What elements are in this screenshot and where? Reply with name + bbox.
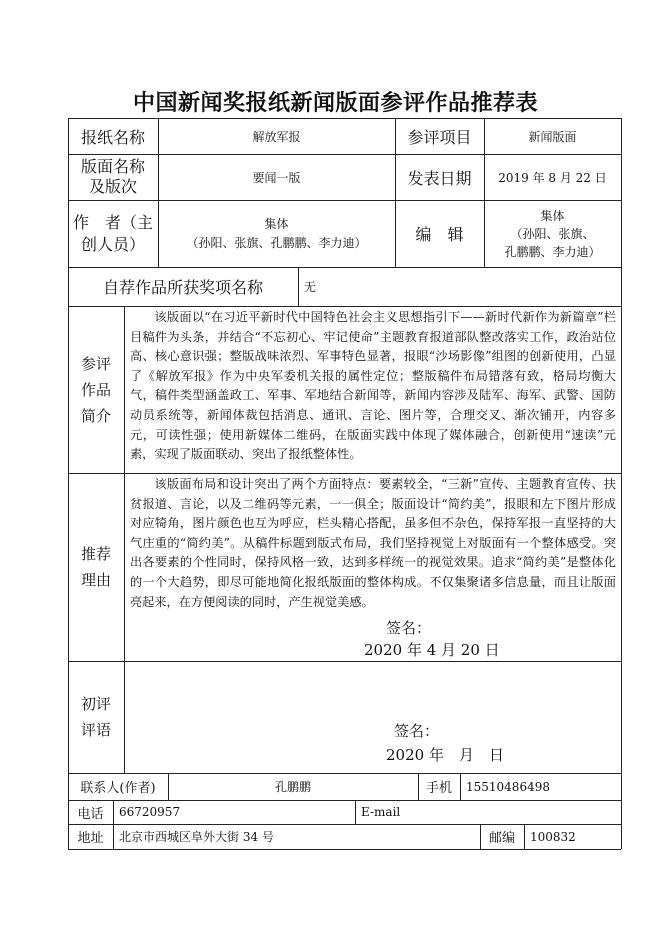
contact-label: 联系人(作者) (80, 781, 156, 796)
rule (68, 661, 621, 662)
initial-review-label (68, 661, 124, 773)
email-value (435, 800, 621, 824)
mobile-value: 15510486498 (466, 779, 550, 794)
address-label: 地址 (77, 831, 104, 846)
rule (68, 306, 621, 307)
editor-value-line2: （孙阳、张旗、 (510, 226, 595, 241)
rule (621, 118, 622, 849)
phone-label: 电话 (77, 806, 104, 822)
author-label-line2: 创人员） (80, 234, 145, 254)
form-title: 中国新闻奖报纸新闻版面参评作品推荐表 (132, 91, 538, 116)
rule (68, 849, 621, 850)
awards-value: 无 (304, 280, 317, 294)
initial-review-label-2: 评语 (80, 721, 111, 739)
summary-label-2: 作品 (80, 380, 111, 399)
address-value: 北京市西城区阜外大街 34 号 (119, 830, 274, 844)
summary-label-1: 参评 (80, 354, 111, 373)
postcode-value: 100832 (530, 829, 576, 844)
awards-label: 自荐作品所获奖项名称 (102, 278, 263, 297)
author-label (68, 200, 158, 267)
phone-value: 66720957 (119, 805, 181, 819)
rule (124, 306, 125, 773)
author-value-line1: 集体 (264, 216, 289, 231)
editor-value (484, 200, 621, 267)
mobile-label: 手机 (425, 781, 452, 796)
reason-label-1: 推荐 (80, 545, 111, 563)
publish-date-label: 发表日期 (407, 168, 472, 188)
contact-value: 孔鹏鹏 (274, 780, 311, 794)
editor-label: 编 辑 (415, 225, 464, 244)
reason-date: 2020 年 4 月 20 日 (364, 641, 500, 659)
reason-text: 该版面布局和设计突出了两个方面特点：要素较全，“三新”宣传、主题教育宣传、扶贫报道、言论，以及二维码等元素，一一俱全；版面设计“简约美”，报眼和左下图片形成对应犄角，图片颜色也互为呼应，栏头精心搭配，虽多但不杂色，保持军报一直坚持的大气庄重的“简约美”。从稿件标题到版式布局，我们坚持视觉上对版面有一个整体感受。突出各要素的个性同时，保持风格一致，达到多样统一的视觉效果。追求“简约美”是整体化的一个大趋势，即尽可能地简化报纸版面的整体构成。不仅集聚诸多信息量，而且让版面亮起来，在方便阅读的同时，产生视觉美感。 (130, 477, 616, 609)
recommendation-table (68, 118, 621, 849)
summary-label-3: 简介 (80, 406, 111, 425)
publish-date-value: 2019 年 8 月 22 日 (498, 170, 607, 185)
page-label-line1: 版面名称 (80, 157, 145, 176)
reason-label-2: 理由 (80, 571, 111, 589)
newspaper-value: 解放军报 (252, 129, 301, 144)
postcode-label: 邮编 (488, 831, 515, 846)
initial-review-date: 2020 年 月 日 (386, 746, 504, 764)
newspaper-label: 报纸名称 (80, 127, 145, 147)
rule (68, 473, 621, 474)
category-value: 新闻版面 (528, 129, 577, 144)
author-value-line2: （孙阳、张旗、孔鹏鹏、李力迪） (186, 235, 367, 250)
summary-label (68, 306, 124, 473)
page-label (68, 154, 158, 200)
editor-value-line1: 集体 (540, 208, 565, 223)
page-value: 要闻一版 (252, 170, 301, 185)
reason-label (68, 473, 124, 661)
category-label: 参评项目 (407, 127, 472, 147)
author-label-line1: 作 者（主 (72, 212, 153, 232)
initial-review-sign-label: 签名： (394, 722, 440, 740)
page-label-line2: 及版次 (88, 177, 137, 196)
initial-review-label-1: 初评 (80, 695, 111, 713)
summary-text: 该版面以“在习近平新时代中国特色社会主义思想指引下——新时代新作为新篇章”栏目稿件为头条，并结合“不忘初心、牢记使命”主题教育报道部队整改落实工作，政治站位高、核心意识强；整版战味浓烈、军事特色显著，报眼“沙场影像”组图的创新使用，凸显了《解放军报》作为中央军委机关报的属性定位；整版稿件布局错落有致，格局均衡大气，稿件类型涵盖政工、军事、军地结合新闻等，新闻内容涉及陆军、海军、武警、国防动员系统等，新闻体裁包括消息、通讯、言论、图片等，合理交叉、渐次铺开，内容多元，可读性强；使用新媒体二维码，在版面实践中体现了媒体融合，创新使用“速读”元素，实现了版面联动、突出了报纸整体性。 (130, 310, 616, 462)
editor-value-line3: 孔鹏鹏、李力迪） (504, 244, 601, 259)
email-label: E-mail (361, 805, 401, 819)
reason-sign-label: 签名： (386, 619, 432, 637)
author-value (158, 200, 395, 267)
